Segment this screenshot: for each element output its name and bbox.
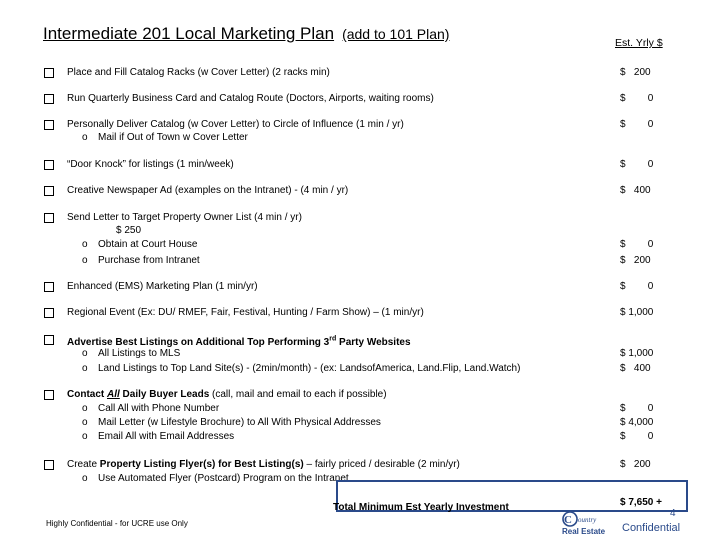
sub-item: o Purchase from Intranet (82, 255, 200, 266)
list-item: Contact All Daily Buyer Leads (call, mail and email to each if possible) (44, 388, 387, 402)
item-amount: $ 0 (620, 239, 654, 250)
sub-item: o Mail Letter (w Lifestyle Brochure) to All With Physical Addresses (82, 417, 381, 428)
checkbox-icon (44, 308, 54, 318)
sub-item: o Mail if Out of Town w Cover Letter (82, 132, 248, 143)
item-amount: $ 200 (620, 459, 651, 470)
item-cost-line: $ 250 (116, 225, 142, 236)
confidential-label: Confidential (622, 522, 681, 534)
total-label: Total Minimum Est Yearly Investment (333, 502, 509, 513)
item-amount: $ 200 (620, 67, 651, 78)
page-subtitle: (add to 101 Plan) (342, 26, 450, 42)
item-amount: $ 0 (620, 159, 654, 170)
checkbox-icon (44, 213, 54, 223)
sub-item: o Use Automated Flyer (Postcard) Program on the Intranet (82, 473, 349, 484)
sub-item: o Call All with Phone Number (82, 403, 220, 414)
list-item: Advertise Best Listings on Additional Top Performing 3rd Party Websites (44, 333, 411, 350)
item-amount: $ 0 (620, 431, 654, 442)
list-item: Enhanced (EMS) Marketing Plan (1 min/yr) (44, 280, 258, 294)
logo-letter: C (564, 514, 572, 526)
total-amount: $ 7,650 + (620, 497, 662, 508)
footer-confidential-note: Highly Confidential - for UCRE use Only (46, 519, 188, 528)
item-amount: $ 0 (620, 281, 654, 292)
checkbox-icon (44, 282, 54, 292)
item-amount: $ 400 (620, 185, 651, 196)
checkbox-icon (44, 186, 54, 196)
checkbox-icon (44, 120, 54, 130)
country-real-estate-logo (560, 510, 618, 536)
item-amount: $ 200 (620, 255, 651, 266)
checkbox-icon (44, 335, 54, 345)
item-amount: $ 400 (620, 363, 651, 374)
column-header-est-yearly: Est. Yrly $ (615, 37, 663, 49)
list-item: Regional Event (Ex: DU/ RMEF, Fair, Festival, Hunting / Farm Show) – (1 min/yr) (44, 306, 424, 320)
list-item: Send Letter to Target Property Owner List (4 min / yr) (44, 211, 302, 225)
checkbox-icon (44, 94, 54, 104)
checkbox-icon (44, 160, 54, 170)
item-amount: $ 0 (620, 119, 654, 130)
item-amount: $ 1,000 (620, 348, 654, 359)
sub-item: o Land Listings to Top Land Site(s) - (2min/month) - (ex: LandsofAmerica, Land.Flip, Land.Watch) (82, 363, 521, 374)
list-item: Creative Newspaper Ad (examples on the Intranet) - (4 min / yr) (44, 184, 348, 198)
page-title: Intermediate 201 Local Marketing Plan (add to 101 Plan) (43, 24, 450, 43)
sub-item: o Email All with Email Addresses (82, 431, 235, 442)
list-item: Create Property Listing Flyer(s) for Best Listing(s) – fairly priced / desirable (2 min/yr) (44, 458, 460, 472)
list-item: Personally Deliver Catalog (w Cover Letter) to Circle of Influence (1 min / yr) (44, 118, 404, 132)
item-amount: $ 0 (620, 93, 654, 104)
checkbox-icon (44, 390, 54, 400)
page-number: 4 (670, 508, 676, 519)
checkbox-icon (44, 68, 54, 78)
item-amount: $ 4,000 (620, 417, 654, 428)
list-item: “Door Knock” for listings (1 min/week) (44, 158, 234, 172)
item-amount: $ 0 (620, 403, 654, 414)
checkbox-icon (44, 460, 54, 470)
list-item: Place and Fill Catalog Racks (w Cover Letter) (2 racks min) (44, 66, 330, 80)
sub-item: o Obtain at Court House (82, 239, 198, 250)
sub-item: o All Listings to MLS (82, 348, 181, 359)
list-item: Run Quarterly Business Card and Catalog Route (Doctors, Airports, waiting rooms) (44, 92, 434, 106)
logo-tagline: Real Estate (562, 527, 606, 536)
logo-word: ountry (578, 516, 597, 524)
item-amount: $ 1,000 (620, 307, 654, 318)
